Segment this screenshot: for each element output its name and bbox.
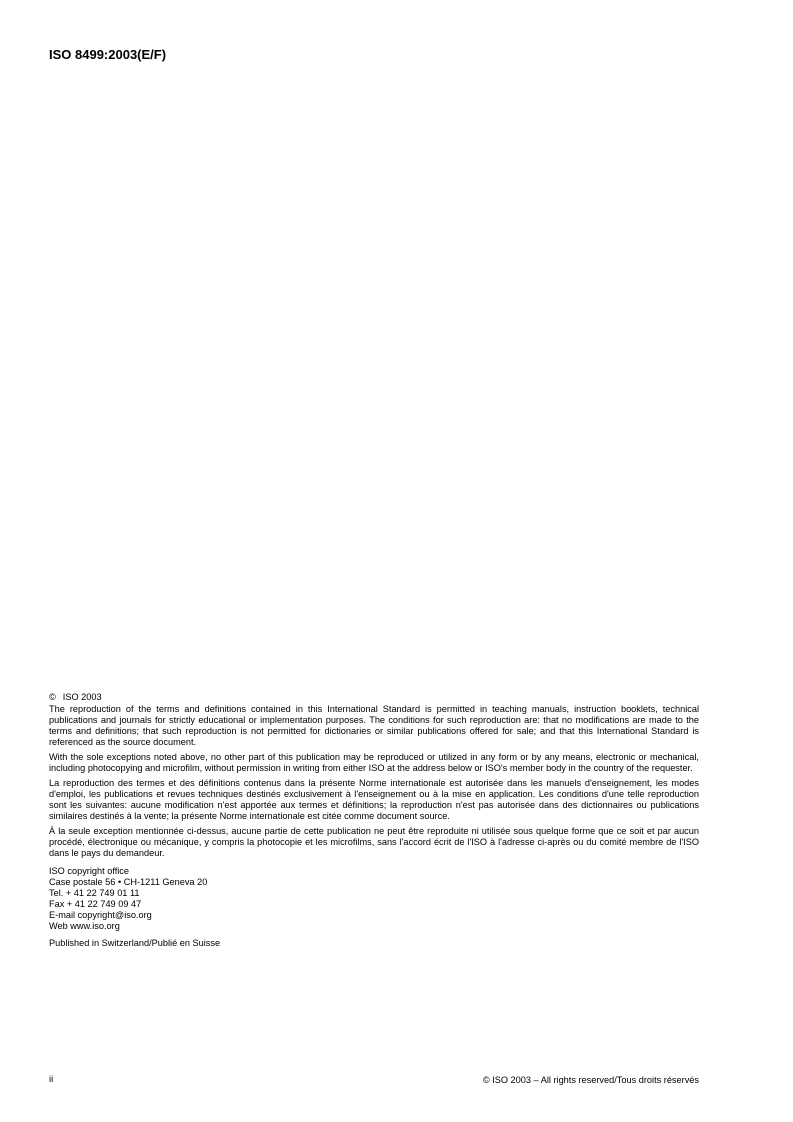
copyright-year-line	[49, 692, 699, 703]
published-location: Published in Switzerland/Publié en Suisse	[49, 938, 221, 948]
reproduction-paragraph-fr: La reproduction des termes et des définitions contenus dans la présente Norme internationale est autorisée dans les manuels d'enseignement, les modes d'emploi, les publications et revues techniques destinés exclusivement à l'enseignement ou à la mise en application. Les conditions d'une telle reproduction sont les suivantes: aucune modification n'est apportée aux termes et définitions; la reproduction n'est pas autorisée dans des dictionnaires ou publications similaires destinés à la vente; la présente Norme internationale est citée comme document source.	[49, 778, 699, 821]
website: Web www.iso.org	[49, 921, 120, 931]
restriction-paragraph-fr: À la seule exception mentionnée ci-dessus, aucune partie de cette publication ne peut être reproduite ni utilisée sous quelque forme que ce soit et par aucun procédé, électronique ou mécanique, y compris la photocopie et les microfilms, sans l'accord écrit de l'ISO à l'adresse ci-après ou du comité membre de l'ISO dans le pays du demandeur.	[49, 826, 699, 858]
page-number: ii	[49, 1074, 54, 1085]
copyright-notice	[49, 692, 699, 949]
office-name: ISO copyright office	[49, 866, 130, 876]
copyright-year: ISO 2003	[62, 692, 102, 702]
postal-address: Case postale 56 • CH-1211 Geneva 20	[49, 877, 208, 887]
footer-rights: © ISO 2003 – All rights reserved/Tous droits réservés	[482, 1075, 699, 1085]
reproduction-paragraph-en: The reproduction of the terms and definitions contained in this International Standard is permitted in teaching manuals, instruction booklets, technical publications and journals for strictly educational or implementation purposes. The conditions for such reproduction are: that no modifications are made to the terms and definitions; that such reproduction is not permitted for dictionaries or similar publications offered for sale; and that this International Standard is referenced as the source document.	[49, 704, 699, 747]
copyright-office-address	[49, 866, 699, 932]
restriction-paragraph-en: With the sole exceptions noted above, no other part of this publication may be reproduced or utilized in any form or by any means, electronic or mechanical, including photocopying and microfilm, without permission in writing from either ISO at the address below or ISO's member body in the country of the requester.	[49, 752, 699, 773]
copyright-symbol-icon: ©	[49, 692, 56, 702]
telephone: Tel. + 41 22 749 01 11	[49, 888, 140, 898]
email: E-mail copyright@iso.org	[49, 910, 152, 920]
fax: Fax + 41 22 749 09 47	[49, 899, 142, 909]
document-id: ISO 8499:2003(E/F)	[49, 47, 167, 62]
